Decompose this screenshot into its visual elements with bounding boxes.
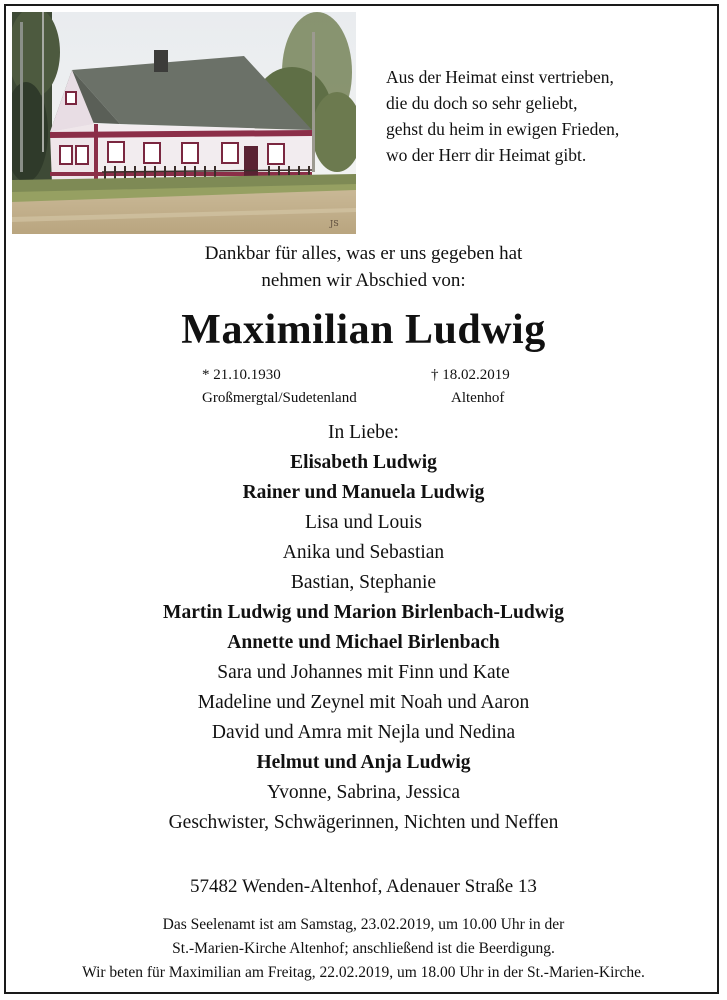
obituary-card xyxy=(4,4,719,994)
house-painting-image xyxy=(12,12,356,234)
notice-line: Wir beten für Maximilian am Freitag, 22.02.2019, um 18.00 Uhr in der St.-Marien-Kirche. xyxy=(82,964,645,981)
poem-line: wo der Herr dir Heimat gibt. xyxy=(386,145,587,165)
mourners-list xyxy=(6,418,721,838)
mourner-line: David und Amra mit Nejla und Nedina xyxy=(211,722,516,743)
notice-line: Das Seelenamt ist am Samstag, 23.02.2019, um 10.00 Uhr in der xyxy=(162,916,565,933)
mourner-line: Madeline und Zeynel mit Noah und Aaron xyxy=(197,692,530,713)
intro-text xyxy=(6,240,721,294)
mourner-line: Geschwister, Schwägerinnen, Nichten und Neffen xyxy=(168,812,559,833)
mourner-line: Annette und Michael Birlenbach xyxy=(227,632,500,653)
mourner-line: Bastian, Stephanie xyxy=(290,572,437,593)
death-date: † 18.02.2019 xyxy=(431,367,510,383)
mourner-line: Yvonne, Sabrina, Jessica xyxy=(266,782,460,803)
poem-line: Aus der Heimat einst vertrieben, xyxy=(386,67,614,87)
mourner-line: Sara und Johannes mit Finn und Kate xyxy=(217,662,510,683)
poem xyxy=(386,64,619,168)
svg-text:JS: JS xyxy=(330,219,339,228)
birth-date: * 21.10.1930 xyxy=(202,367,281,383)
notice-line: St.-Marien-Kirche Altenhof; anschließend ist die Beerdigung. xyxy=(172,940,555,957)
intro-line: nehmen wir Abschied von: xyxy=(261,270,466,291)
poem-line: die du doch so sehr geliebt, xyxy=(386,93,578,113)
mourner-line: Martin Ludwig und Marion Birlenbach-Ludwig xyxy=(163,602,564,623)
mourner-line: Lisa und Louis xyxy=(305,512,422,533)
mourner-line: Elisabeth Ludwig xyxy=(290,452,437,473)
mourner-line: Rainer und Manuela Ludwig xyxy=(242,482,485,503)
mourner-line: In Liebe: xyxy=(328,422,399,443)
poem-line: gehst du heim in ewigen Frieden, xyxy=(386,119,620,139)
deceased-name: Maximilian Ludwig xyxy=(181,307,546,353)
death-info xyxy=(431,364,510,410)
intro-line: Dankbar für alles, was er uns gegeben hat xyxy=(204,243,523,264)
birth-place: Großmergtal/Sudetenland xyxy=(202,390,357,406)
house-painting xyxy=(12,12,356,234)
death-place: Altenhof xyxy=(451,390,505,406)
mourner-line: Helmut und Anja Ludwig xyxy=(256,752,471,773)
address: 57482 Wenden-Altenhof, Adenauer Straße 13 xyxy=(190,876,537,897)
service-notice xyxy=(6,913,721,985)
birth-info xyxy=(202,364,357,410)
mourner-line: Anika und Sebastian xyxy=(282,542,445,563)
